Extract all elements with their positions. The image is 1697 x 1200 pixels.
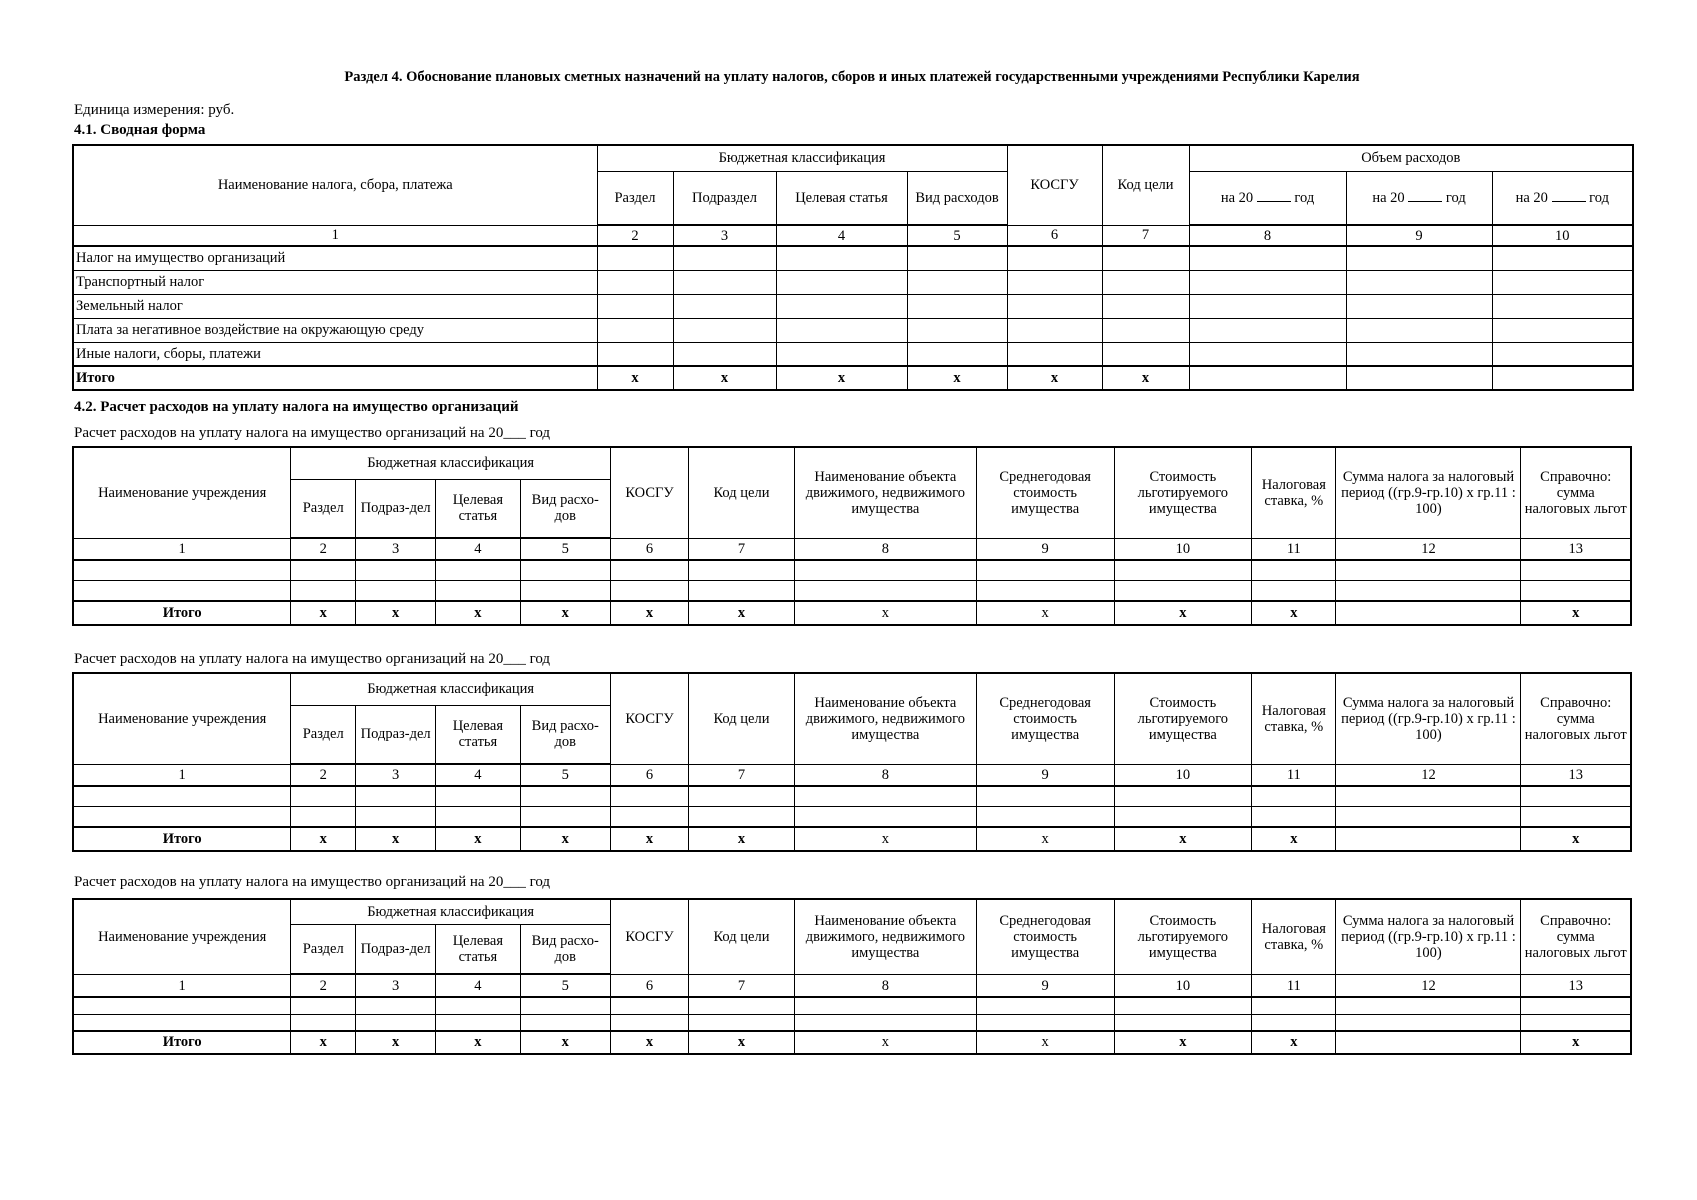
year-blank bbox=[1257, 189, 1291, 202]
col-number: 1 bbox=[73, 225, 597, 246]
total-mark: x bbox=[436, 827, 520, 851]
col-number: 2 bbox=[291, 538, 356, 560]
col-number: 5 bbox=[520, 974, 610, 997]
col-number: 9 bbox=[976, 974, 1114, 997]
total-mark: x bbox=[1114, 1031, 1252, 1054]
col-number: 11 bbox=[1252, 538, 1336, 560]
header-celevaya: Целевая статья bbox=[776, 171, 907, 225]
total-label: Итого bbox=[73, 601, 291, 625]
header-vid-rashodov: Вид расходов bbox=[907, 171, 1007, 225]
header-podrazdel: Подраздел bbox=[673, 171, 776, 225]
col-number: 10 bbox=[1114, 538, 1252, 560]
col-number: 3 bbox=[356, 538, 436, 560]
total-mark: x bbox=[1521, 1031, 1631, 1054]
year-suffix: год bbox=[1294, 190, 1315, 207]
total-row bbox=[73, 601, 1631, 625]
header-benefit-cost: Стоимость льготируемого имущества bbox=[1114, 447, 1252, 538]
col-number: 12 bbox=[1336, 538, 1521, 560]
col-number: 8 bbox=[1189, 225, 1346, 246]
col-number: 13 bbox=[1521, 764, 1631, 786]
total-mark: x bbox=[436, 1031, 520, 1054]
col-number: 3 bbox=[673, 225, 776, 246]
total-row bbox=[73, 827, 1631, 851]
total-mark: x bbox=[520, 1031, 610, 1054]
summary-table bbox=[72, 144, 1634, 391]
header-kosgu: КОСГУ bbox=[1007, 145, 1102, 225]
section-42-heading: 4.2. Расчет расходов на уплату налога на имущество организаций bbox=[74, 399, 519, 415]
calc-caption-1: Расчет расходов на уплату налога на имущество организаций на 20___ год bbox=[74, 425, 551, 441]
header-podrazdel: Подраз-дел bbox=[356, 705, 436, 764]
header-object: Наименование объекта движимого, недвижимого имущества bbox=[794, 447, 976, 538]
column-number-row bbox=[73, 538, 1631, 560]
col-number: 4 bbox=[776, 225, 907, 246]
col-number: 5 bbox=[520, 538, 610, 560]
total-mark: x bbox=[907, 366, 1007, 390]
table-row bbox=[73, 786, 1631, 806]
total-mark: x bbox=[1252, 1031, 1336, 1054]
total-mark: x bbox=[291, 1031, 356, 1054]
row-label: Налог на имущество организаций bbox=[73, 246, 597, 270]
header-institution: Наименование учреждения bbox=[73, 899, 291, 974]
header-tax-rate: Налоговая ставка, % bbox=[1252, 899, 1336, 974]
total-mark: x bbox=[794, 1031, 976, 1054]
header-budget-classification: Бюджетная классификация bbox=[597, 145, 1007, 171]
col-number: 3 bbox=[356, 974, 436, 997]
total-mark: x bbox=[520, 601, 610, 625]
header-kosgu: КОСГУ bbox=[610, 899, 688, 974]
header-reference: Справочно: сумма налоговых льгот bbox=[1521, 447, 1631, 538]
col-number: 7 bbox=[1102, 225, 1189, 246]
col-number: 8 bbox=[794, 974, 976, 997]
col-number: 2 bbox=[291, 764, 356, 786]
total-mark: x bbox=[673, 366, 776, 390]
col-number: 6 bbox=[610, 764, 688, 786]
row-label: Транспортный налог bbox=[73, 270, 597, 294]
col-number: 8 bbox=[794, 764, 976, 786]
col-number: 5 bbox=[907, 225, 1007, 246]
header-institution: Наименование учреждения bbox=[73, 673, 291, 764]
total-mark: x bbox=[794, 601, 976, 625]
header-podrazdel: Подраз-дел bbox=[356, 479, 436, 538]
col-number: 13 bbox=[1521, 538, 1631, 560]
table-row bbox=[73, 806, 1631, 826]
table-row bbox=[73, 997, 1631, 1014]
col-number: 1 bbox=[73, 764, 291, 786]
table-row bbox=[73, 342, 1633, 366]
total-row bbox=[73, 366, 1633, 390]
col-number: 1 bbox=[73, 538, 291, 560]
row-label: Земельный налог bbox=[73, 294, 597, 318]
total-mark: x bbox=[1007, 366, 1102, 390]
year-blank bbox=[1552, 189, 1586, 202]
total-mark: x bbox=[689, 827, 795, 851]
header-budget-classification: Бюджетная классификация bbox=[291, 447, 611, 479]
col-number: 5 bbox=[520, 764, 610, 786]
table-row bbox=[73, 294, 1633, 318]
calc-table-3 bbox=[72, 898, 1632, 1055]
calc-table-1 bbox=[72, 446, 1632, 626]
table-row bbox=[73, 318, 1633, 342]
header-benefit-cost: Стоимость льготируемого имущества bbox=[1114, 673, 1252, 764]
total-mark: x bbox=[1521, 601, 1631, 625]
header-kod-celi: Код цели bbox=[1102, 145, 1189, 225]
header-vid-rashodov: Вид расхо-дов bbox=[520, 705, 610, 764]
table-row bbox=[73, 580, 1631, 600]
col-number: 11 bbox=[1252, 974, 1336, 997]
total-mark bbox=[1336, 827, 1521, 851]
table-row bbox=[73, 270, 1633, 294]
header-benefit-cost: Стоимость льготируемого имущества bbox=[1114, 899, 1252, 974]
table-row bbox=[73, 1014, 1631, 1031]
column-number-row bbox=[73, 764, 1631, 786]
header-year-1 bbox=[1189, 171, 1346, 225]
header-razdel: Раздел bbox=[291, 479, 356, 538]
total-mark: x bbox=[356, 601, 436, 625]
total-mark: x bbox=[1252, 601, 1336, 625]
total-mark: x bbox=[976, 601, 1114, 625]
table-row bbox=[73, 246, 1633, 270]
total-mark: x bbox=[520, 827, 610, 851]
total-mark bbox=[1336, 1031, 1521, 1054]
calc-caption-3: Расчет расходов на уплату налога на имущество организаций на 20___ год bbox=[74, 874, 551, 890]
col-number: 2 bbox=[597, 225, 673, 246]
col-number: 12 bbox=[1336, 974, 1521, 997]
total-label: Итого bbox=[73, 1031, 291, 1054]
col-number: 4 bbox=[436, 538, 520, 560]
total-label: Итого bbox=[73, 366, 597, 390]
header-volume: Объем расходов bbox=[1189, 145, 1633, 171]
total-mark: x bbox=[1102, 366, 1189, 390]
total-mark bbox=[1336, 601, 1521, 625]
total-mark: x bbox=[291, 601, 356, 625]
header-row-1 bbox=[73, 673, 1631, 705]
header-razdel: Раздел bbox=[291, 924, 356, 974]
total-mark: x bbox=[610, 601, 688, 625]
column-number-row bbox=[73, 974, 1631, 997]
header-vid-rashodov: Вид расхо-дов bbox=[520, 479, 610, 538]
header-reference: Справочно: сумма налоговых льгот bbox=[1521, 673, 1631, 764]
total-mark: x bbox=[610, 827, 688, 851]
table-row bbox=[73, 560, 1631, 580]
total-mark: x bbox=[1252, 827, 1336, 851]
total-mark: x bbox=[291, 827, 356, 851]
total-mark: x bbox=[356, 1031, 436, 1054]
col-number: 7 bbox=[689, 764, 795, 786]
col-number: 10 bbox=[1492, 225, 1633, 246]
header-budget-classification: Бюджетная классификация bbox=[291, 899, 611, 924]
col-number: 4 bbox=[436, 764, 520, 786]
header-row-1 bbox=[73, 447, 1631, 479]
calc-table-2 bbox=[72, 672, 1632, 852]
col-number: 6 bbox=[610, 974, 688, 997]
year-prefix: на 20 bbox=[1220, 190, 1254, 207]
col-number: 9 bbox=[976, 538, 1114, 560]
header-kod-celi: Код цели bbox=[689, 673, 795, 764]
header-kosgu: КОСГУ bbox=[610, 447, 688, 538]
unit-label: Единица измерения: руб. bbox=[74, 102, 235, 118]
row-label: Иные налоги, сборы, платежи bbox=[73, 342, 597, 366]
header-razdel: Раздел bbox=[291, 705, 356, 764]
total-mark: x bbox=[1114, 827, 1252, 851]
col-number: 2 bbox=[291, 974, 356, 997]
col-number: 6 bbox=[610, 538, 688, 560]
total-mark: x bbox=[597, 366, 673, 390]
year-suffix: год bbox=[1445, 190, 1466, 207]
total-mark: x bbox=[1114, 601, 1252, 625]
total-label: Итого bbox=[73, 827, 291, 851]
col-number: 9 bbox=[1346, 225, 1492, 246]
col-number: 4 bbox=[436, 974, 520, 997]
page-title: Раздел 4. Обоснование плановых сметных назначений на уплату налогов, сборов и иных платежей государственными учреждениями Республики Карелия bbox=[344, 69, 1360, 85]
col-number: 11 bbox=[1252, 764, 1336, 786]
year-suffix: год bbox=[1589, 190, 1609, 207]
header-tax-rate: Налоговая ставка, % bbox=[1252, 673, 1336, 764]
header-object: Наименование объекта движимого, недвижимого имущества bbox=[794, 899, 976, 974]
header-year-2 bbox=[1346, 171, 1492, 225]
section-41-heading: 4.1. Сводная форма bbox=[74, 122, 206, 138]
row-label: Плата за негативное воздействие на окружающую среду bbox=[73, 318, 597, 342]
column-number-row bbox=[73, 225, 1633, 246]
col-number: 10 bbox=[1114, 764, 1252, 786]
calc-caption-2: Расчет расходов на уплату налога на имущество организаций на 20___ год bbox=[74, 651, 551, 667]
total-mark: x bbox=[976, 1031, 1114, 1054]
header-tax-sum: Сумма налога за налоговый период ((гр.9-гр.10) х гр.11 : 100) bbox=[1336, 673, 1521, 764]
header-tax-sum: Сумма налога за налоговый период ((гр.9-гр.10) х гр.11 : 100) bbox=[1336, 447, 1521, 538]
col-number: 8 bbox=[794, 538, 976, 560]
header-avg-cost: Среднегодовая стоимость имущества bbox=[976, 899, 1114, 974]
header-razdel: Раздел bbox=[597, 171, 673, 225]
col-number: 6 bbox=[1007, 225, 1102, 246]
total-row bbox=[73, 1031, 1631, 1054]
header-celevaya: Целевая статья bbox=[436, 705, 520, 764]
header-budget-classification: Бюджетная классификация bbox=[291, 673, 611, 705]
col-number: 7 bbox=[689, 538, 795, 560]
header-reference: Справочно: сумма налоговых льгот bbox=[1521, 899, 1631, 974]
header-year-3 bbox=[1492, 171, 1633, 225]
header-row-1 bbox=[73, 145, 1633, 171]
total-mark: x bbox=[689, 1031, 795, 1054]
header-tax-name: Наименование налога, сбора, платежа bbox=[73, 145, 597, 225]
total-mark: x bbox=[436, 601, 520, 625]
col-number: 13 bbox=[1521, 974, 1631, 997]
col-number: 3 bbox=[356, 764, 436, 786]
year-prefix: на 20 bbox=[1372, 190, 1405, 207]
header-celevaya: Целевая статья bbox=[436, 924, 520, 974]
header-podrazdel: Подраз-дел bbox=[356, 924, 436, 974]
total-mark: x bbox=[776, 366, 907, 390]
col-number: 12 bbox=[1336, 764, 1521, 786]
header-avg-cost: Среднегодовая стоимость имущества bbox=[976, 673, 1114, 764]
header-avg-cost: Среднегодовая стоимость имущества bbox=[976, 447, 1114, 538]
total-mark: x bbox=[356, 827, 436, 851]
header-row-1 bbox=[73, 899, 1631, 924]
header-institution: Наименование учреждения bbox=[73, 447, 291, 538]
col-number: 9 bbox=[976, 764, 1114, 786]
year-blank bbox=[1408, 189, 1442, 202]
header-kod-celi: Код цели bbox=[689, 899, 795, 974]
col-number: 1 bbox=[73, 974, 291, 997]
header-tax-rate: Налоговая ставка, % bbox=[1252, 447, 1336, 538]
year-prefix: на 20 bbox=[1515, 190, 1548, 207]
header-celevaya: Целевая статья bbox=[436, 479, 520, 538]
header-kod-celi: Код цели bbox=[689, 447, 795, 538]
header-object: Наименование объекта движимого, недвижимого имущества bbox=[794, 673, 976, 764]
total-mark: x bbox=[1521, 827, 1631, 851]
header-kosgu: КОСГУ bbox=[610, 673, 688, 764]
header-tax-sum: Сумма налога за налоговый период ((гр.9-гр.10) х гр.11 : 100) bbox=[1336, 899, 1521, 974]
total-mark: x bbox=[976, 827, 1114, 851]
col-number: 10 bbox=[1114, 974, 1252, 997]
total-mark: x bbox=[689, 601, 795, 625]
total-mark: x bbox=[610, 1031, 688, 1054]
col-number: 7 bbox=[689, 974, 795, 997]
header-vid-rashodov: Вид расхо-дов bbox=[520, 924, 610, 974]
total-mark: x bbox=[794, 827, 976, 851]
